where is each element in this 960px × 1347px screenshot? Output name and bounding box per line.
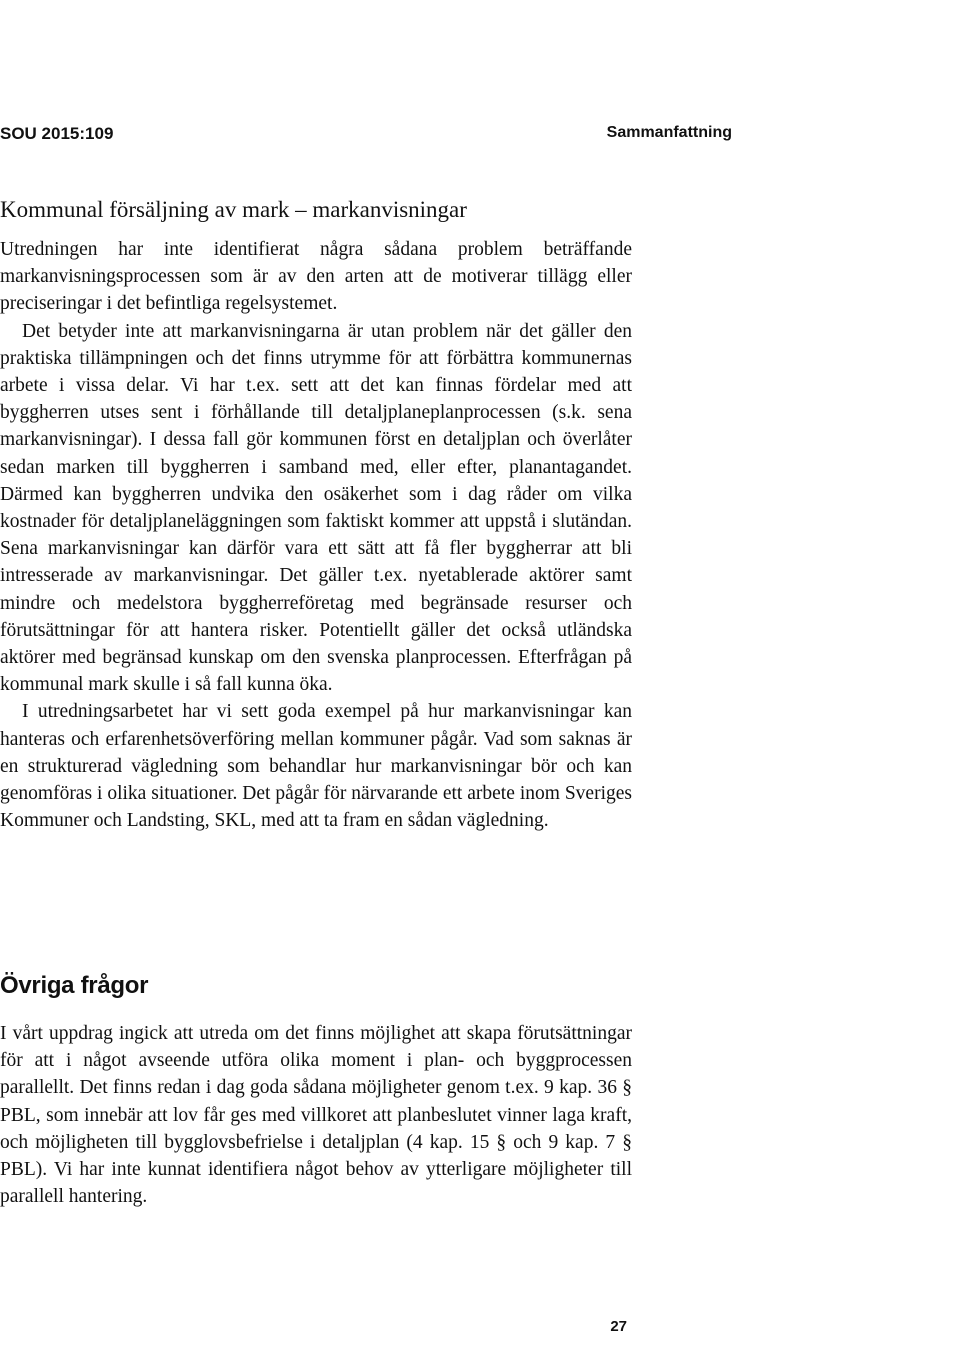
section-markanvisningar (0, 196, 632, 834)
section-ovriga-fragor (0, 972, 632, 1210)
section1-paragraph-2: Det betyder inte att markanvisningarna är utan problem när det gäller den praktiska tillämpningen och det finns utrymme för att förbättra kommunernas arbete i vissa delar. Vi har t.ex. sett att det kan finnas fördelar med att byggherren utses sent i förhållande till detaljplaneplanprocessen (s.k. sena markanvisningar). I dessa fall gör kommunen först en detaljplan och överlåter sedan marken till byggherren i samband med, eller efter, planantagandet. Därmed kan byggherren undvika den osäkerhet som i dag råder om vilka kostnader för detaljplaneläggningen som faktiskt kommer att uppstå i slutändan. Sena markanvisningar kan därför vara ett sätt att få fler byggherrar att bli intresserade av markanvisningar. Det gäller t.ex. nyetablerade aktörer samt mindre och medelstora byggherreföretag med begränsade resurser och förutsättningar för att hantera risker. Potentiellt gäller det också utländska aktörer med begränsad kunskap om den svenska planprocessen. Efterfrågan på kommunal mark skulle i så fall kunna öka. (0, 320, 632, 696)
page-number: 27 (610, 1318, 627, 1335)
section2-paragraph-1: I vårt uppdrag ingick att utreda om det finns möjlighet att skapa förutsättningar för att i något avseende utföra olika moment i plan- och byggprocessen parallellt. Det finns redan i dag goda sådana möjligheter genom t.ex. 9 kap. 36 § PBL, som innebär att lov får ges med villkoret att planbeslutet vinner laga kraft, och möjligheten till bygglovsbefrielse i detaljplan (4 kap. 15 § och 9 kap. 7 § PBL). Vi har inte kunnat identifiera något behov av ytterligare möjligheter till parallell hantering. (0, 1023, 632, 1208)
section1-title: Kommunal försäljning av mark – markanvisningar (0, 197, 467, 222)
section1-paragraph-1: Utredningen har inte identifierat några sådana problem beträffande markanvisningsprocessen som är av den arten att de motiverar tillägg eller preciseringar i det befintliga regelsystemet. (0, 239, 632, 315)
section-label: Sammanfattning (606, 124, 732, 141)
section1-paragraph-3: I utredningsarbetet har vi sett goda exempel på hur markanvisningar kan hanteras och erfarenhetsöverföring mellan kommuner pågår. Vad som saknas är en strukturerad vägledning som behandlar hur markanvisningar bör och kan genomföras i olika situationer. Det pågår för närvarande ett arbete inom Sveriges Kommuner och Landsting, SKL, med att ta fram en sådan vägledning. (0, 701, 632, 832)
report-id: SOU 2015:109 (0, 124, 114, 143)
section2-title: Övriga frågor (0, 972, 149, 999)
